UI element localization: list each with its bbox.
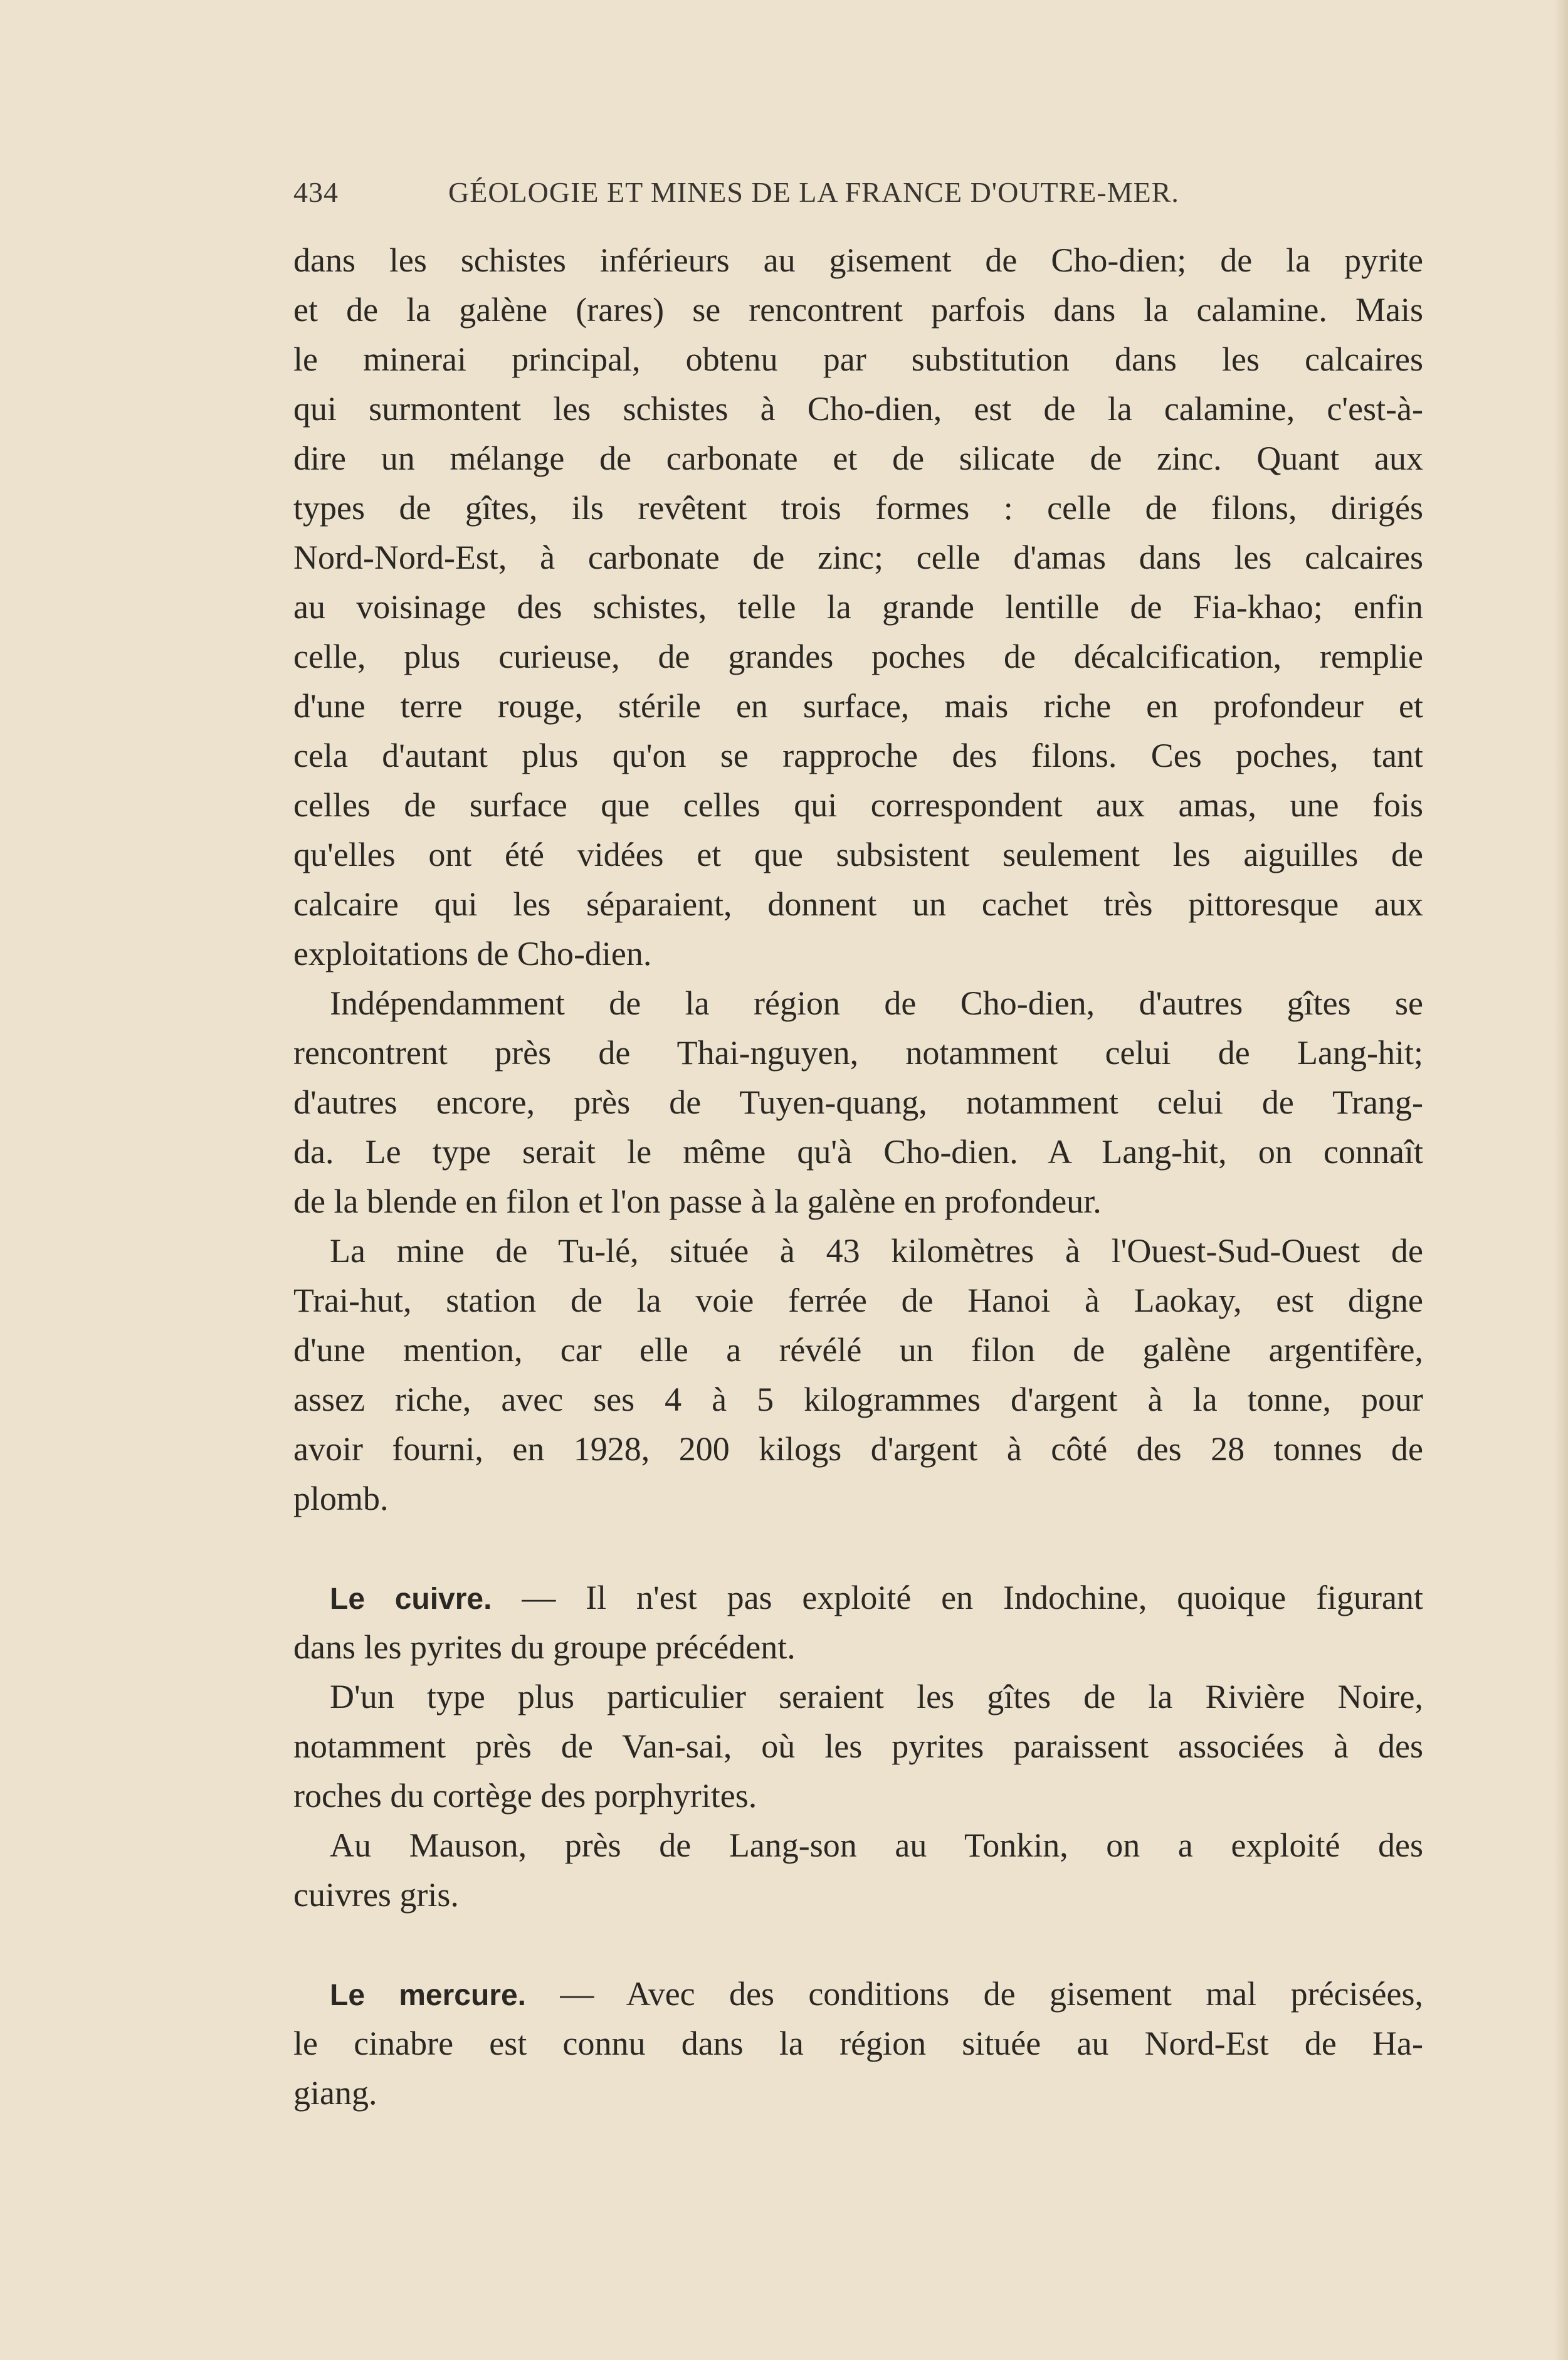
text-line <box>293 582 1423 632</box>
text-line <box>293 682 1423 731</box>
paragraph-spacer <box>293 1524 1423 1573</box>
line-text: La mine de Tu-lé, située à 43 kilomètres à l'Ouest-Sud-Ouest de <box>330 1232 1423 1270</box>
page-edge-shadow <box>1554 0 1568 2360</box>
line-text: — Avec des conditions de gisement mal précisées, <box>560 1975 1423 2013</box>
section-paragraph <box>293 1969 1423 2118</box>
line-text: avoir fourni, en 1928, 200 kilogs d'argent à côté des 28 tonnes de <box>293 1430 1423 1468</box>
text-line <box>293 632 1423 682</box>
paragraph <box>293 979 1423 1226</box>
page-number: 434 <box>293 176 339 208</box>
line-text: cuivres gris. <box>293 1876 459 1914</box>
text-line <box>293 335 1423 384</box>
line-text: Trai-hut, station de la voie ferrée de Hanoi à Laokay, est digne <box>293 1282 1423 1319</box>
line-text: da. Le type serait le même qu'à Cho-dien. A Lang-hit, on connaît <box>293 1133 1423 1171</box>
text-line <box>293 434 1423 483</box>
line-text: assez riche, avec ses 4 à 5 kilogrammes d'argent à la tonne, pour <box>293 1381 1423 1418</box>
line-text: au voisinage des schistes, telle la grande lentille de Fia-khao; enfin <box>293 588 1423 626</box>
text-line <box>293 384 1423 434</box>
line-text: d'une mention, car elle a révélé un filon de galène argentifère, <box>293 1331 1423 1369</box>
running-header <box>293 171 1271 214</box>
line-text: Indépendamment de la région de Cho-dien, d'autres gîtes se <box>330 984 1423 1022</box>
text-line <box>293 1325 1423 1375</box>
text-line <box>293 1028 1423 1078</box>
text-line <box>293 1177 1423 1226</box>
line-text: roches du cortège des porphyrites. <box>293 1777 757 1815</box>
text-line <box>293 1771 1423 1821</box>
line-text: notamment près de Van-sai, où les pyrites paraissent associées à des <box>293 1727 1423 1765</box>
text-line <box>293 929 1423 979</box>
line-text: d'autres encore, près de Tuyen-quang, notamment celui de Trang- <box>293 1083 1423 1121</box>
text-line <box>293 1573 1423 1623</box>
text-line <box>293 1474 1423 1524</box>
line-text: exploitations de Cho-dien. <box>293 935 652 972</box>
text-line <box>293 1870 1423 1920</box>
section-heading: Le cuivre. <box>330 1583 492 1616</box>
text-line <box>293 533 1423 582</box>
text-line <box>293 1672 1423 1722</box>
text-line <box>293 1623 1423 1672</box>
line-text: rencontrent près de Thai-nguyen, notamment celui de Lang-hit; <box>293 1034 1423 1072</box>
text-line <box>293 1276 1423 1325</box>
text-line <box>293 285 1423 335</box>
line-text: dans les pyrites du groupe précédent. <box>293 1628 796 1666</box>
text-line <box>293 1078 1423 1127</box>
line-text: D'un type plus particulier seraient les gîtes de la Rivière Noire, <box>330 1678 1423 1715</box>
text-line <box>293 1425 1423 1474</box>
line-text: d'une terre rouge, stérile en surface, mais riche en profondeur et <box>293 687 1423 725</box>
text-line <box>293 830 1423 880</box>
text-line <box>293 781 1423 830</box>
line-text: celles de surface que celles qui correspondent aux amas, une fois <box>293 786 1423 824</box>
line-text: le cinabre est connu dans la région située au Nord-Est de Ha- <box>293 2025 1423 2062</box>
text-line <box>293 236 1423 285</box>
text-line <box>293 2068 1423 2118</box>
line-text: Au Mauson, près de Lang-son au Tonkin, on a exploité des <box>330 1826 1423 1864</box>
text-line <box>293 1969 1423 2019</box>
line-text: Nord-Nord-Est, à carbonate de zinc; celle d'amas dans les calcaires <box>293 539 1423 576</box>
text-line <box>293 979 1423 1028</box>
text-line <box>293 731 1423 781</box>
line-text: le minerai principal, obtenu par substitution dans les calcaires <box>293 340 1423 378</box>
text-line <box>293 1127 1423 1177</box>
paragraph-spacer <box>293 1920 1423 1969</box>
line-text: calcaire qui les séparaient, donnent un cachet très pittoresque aux <box>293 885 1423 923</box>
paragraph <box>293 1226 1423 1524</box>
line-text: dans les schistes inférieurs au gisement de Cho-dien; de la pyrite <box>293 241 1423 279</box>
line-text: cela d'autant plus qu'on se rapproche des filons. Ces poches, tant <box>293 737 1423 774</box>
line-text: et de la galène (rares) se rencontrent parfois dans la calamine. Mais <box>293 291 1423 329</box>
line-text: de la blende en filon et l'on passe à la galène en profondeur. <box>293 1183 1102 1220</box>
line-text: giang. <box>293 2074 377 2112</box>
line-text: — Il n'est pas exploité en Indochine, quoique figurant <box>522 1579 1424 1616</box>
section-heading: Le mercure. <box>330 1979 526 2012</box>
paragraph <box>293 1672 1423 1821</box>
line-text: plomb. <box>293 1480 389 1517</box>
line-text: qui surmontent les schistes à Cho-dien, est de la calamine, c'est-à- <box>293 390 1423 428</box>
paragraph <box>293 236 1423 979</box>
page-body <box>293 236 1423 2118</box>
line-text: qu'elles ont été vidées et que subsistent seulement les aiguilles de <box>293 836 1423 873</box>
running-title: GÉOLOGIE ET MINES DE LA FRANCE D'OUTRE-MER. <box>448 176 1179 208</box>
text-line <box>293 2019 1423 2068</box>
text-line <box>293 1821 1423 1870</box>
text-line <box>293 880 1423 929</box>
section-paragraph <box>293 1573 1423 1672</box>
text-line <box>293 1375 1423 1425</box>
paragraph <box>293 1821 1423 1920</box>
text-line <box>293 483 1423 533</box>
line-text: celle, plus curieuse, de grandes poches de décalcification, remplie <box>293 638 1423 675</box>
line-text: dire un mélange de carbonate et de silicate de zinc. Quant aux <box>293 440 1423 477</box>
line-text: types de gîtes, ils revêtent trois formes : celle de filons, dirigés <box>293 489 1423 527</box>
text-line <box>293 1722 1423 1771</box>
text-line <box>293 1226 1423 1276</box>
